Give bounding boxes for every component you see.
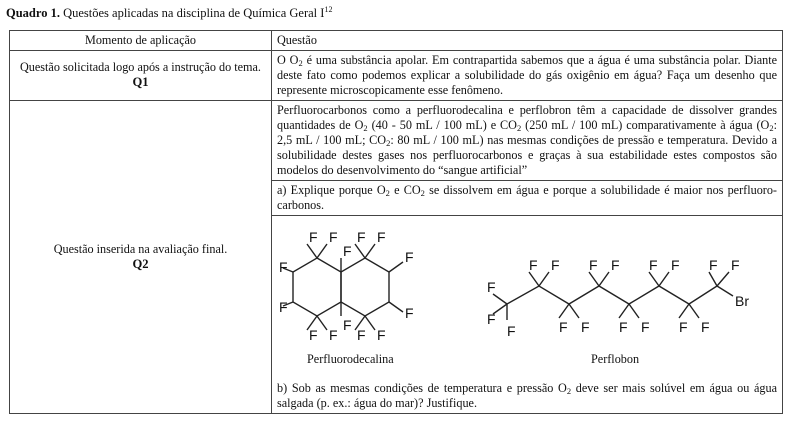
table-header-row: [10, 31, 783, 51]
fluorine-atom-label: F: [559, 319, 568, 335]
fluorine-atom-label: F: [619, 319, 628, 335]
q2-structures: [272, 216, 783, 355]
q1-label: Q1: [132, 75, 149, 89]
fluorine-atom-label: F: [641, 319, 650, 335]
fluorine-atom-label: F: [529, 257, 538, 273]
q2-part-b-text: b) Sob as mesmas condições de temperatura e pressão $O_2$ deve ser mais solúvel em água ou água salgada (p. ex.: água do mar)? Justifique.: [277, 381, 777, 410]
caption-text: Questões aplicadas na disciplina de Química Geral I: [59, 6, 325, 21]
fluorine-atom-label: F: [701, 319, 710, 335]
chemical-structures-figure: [277, 220, 777, 354]
structure-name-perfluorodecalin: Perfluorodecalina: [307, 352, 394, 366]
table-row-q1: [10, 51, 783, 101]
fluorine-atom-label: F: [731, 257, 740, 273]
q1-moment: Questão solicitada logo após a instrução do tema.: [20, 60, 261, 74]
fluorine-atom-label: F: [279, 259, 288, 275]
q2-part-b: [272, 354, 783, 414]
caption-label: Quadro 1.: [6, 6, 60, 21]
structure-names: [277, 352, 777, 367]
bromine-atom-label: Br: [735, 293, 749, 309]
table-caption: [6, 5, 332, 21]
q2-moment-cell: [10, 101, 272, 414]
fluorine-atom-label: F: [357, 229, 366, 245]
fluorine-atom-label: F: [487, 311, 496, 327]
fluorine-atom-label: F: [709, 257, 718, 273]
q1-moment-cell: [10, 51, 272, 101]
fluorine-atom-label: F: [377, 229, 386, 245]
fluorine-atom-label: F: [611, 257, 620, 273]
fluorine-atom-label: F: [309, 229, 318, 245]
questions-table: [9, 30, 783, 414]
table-row-q2-intro: [10, 101, 783, 181]
fluorine-atom-label: F: [405, 249, 414, 265]
fluorine-atom-label: F: [329, 327, 338, 343]
fluorine-atom-label: F: [309, 327, 318, 343]
fluorine-atom-label: F: [551, 257, 560, 273]
fluorine-atom-label: F: [357, 327, 366, 343]
fluorine-atom-label: F: [679, 319, 688, 335]
fluorine-atom-label: F: [329, 229, 338, 245]
q2-label: Q2: [132, 257, 149, 271]
q2-moment: Questão inserida na avaliação final.: [53, 242, 228, 256]
fluorine-atom-label: F: [487, 279, 496, 295]
fluorine-atom-label: F: [343, 243, 352, 259]
header-question: Questão: [272, 31, 783, 51]
caption-footnote: 12: [324, 5, 333, 14]
q2-intro: Perfluorocarbonos como a perfluorodecalina e perflobron têm a capacidade de dissolver grandes quantidades de $O_2$ (40 - 50 mL / 100 mL) e $CO_2$ (250 mL / 100 mL) comparativamente à água ($O_2$: 2,5 mL / 100 mL; $CO_2$: 80 mL / 100 mL) nas mesmas condições de pressão e temperatura. Devido a solubilidade destes gases nos perfluorocarbonos e graças à sua estabilidade estes compostos são modelos do desenvolvimento do “sangue artificial”: [272, 101, 783, 181]
fluorine-atom-label: F: [377, 327, 386, 343]
header-moment: Momento de aplicação: [10, 31, 272, 51]
perflobron-structure: [493, 272, 733, 320]
fluorine-atom-label: F: [589, 257, 598, 273]
fluorine-atom-label: F: [405, 305, 414, 321]
fluorine-atom-label: F: [279, 299, 288, 315]
fluorine-atom-label: F: [507, 323, 516, 339]
structure-name-perflobron: Perflobon: [591, 352, 640, 366]
fluorine-atom-label: F: [343, 317, 352, 333]
q2-part-a: a) Explique porque $O_2$ e $CO_2$ se dissolvem em água e porque a solubilidade é maior nos perfluoro-carbonos.: [272, 181, 783, 216]
q1-question: O $O_2$ é uma substância apolar. Em contrapartida sabemos que a água é uma substância polar. Diante deste fato como podemos explicar a solubilidade do gás oxigênio em água? Faça um desenho que represente microscopicamente esse fenômeno.: [272, 51, 783, 101]
fluorine-atom-label: F: [649, 257, 658, 273]
fluorine-atom-label: F: [581, 319, 590, 335]
fluorine-atom-label: F: [671, 257, 680, 273]
